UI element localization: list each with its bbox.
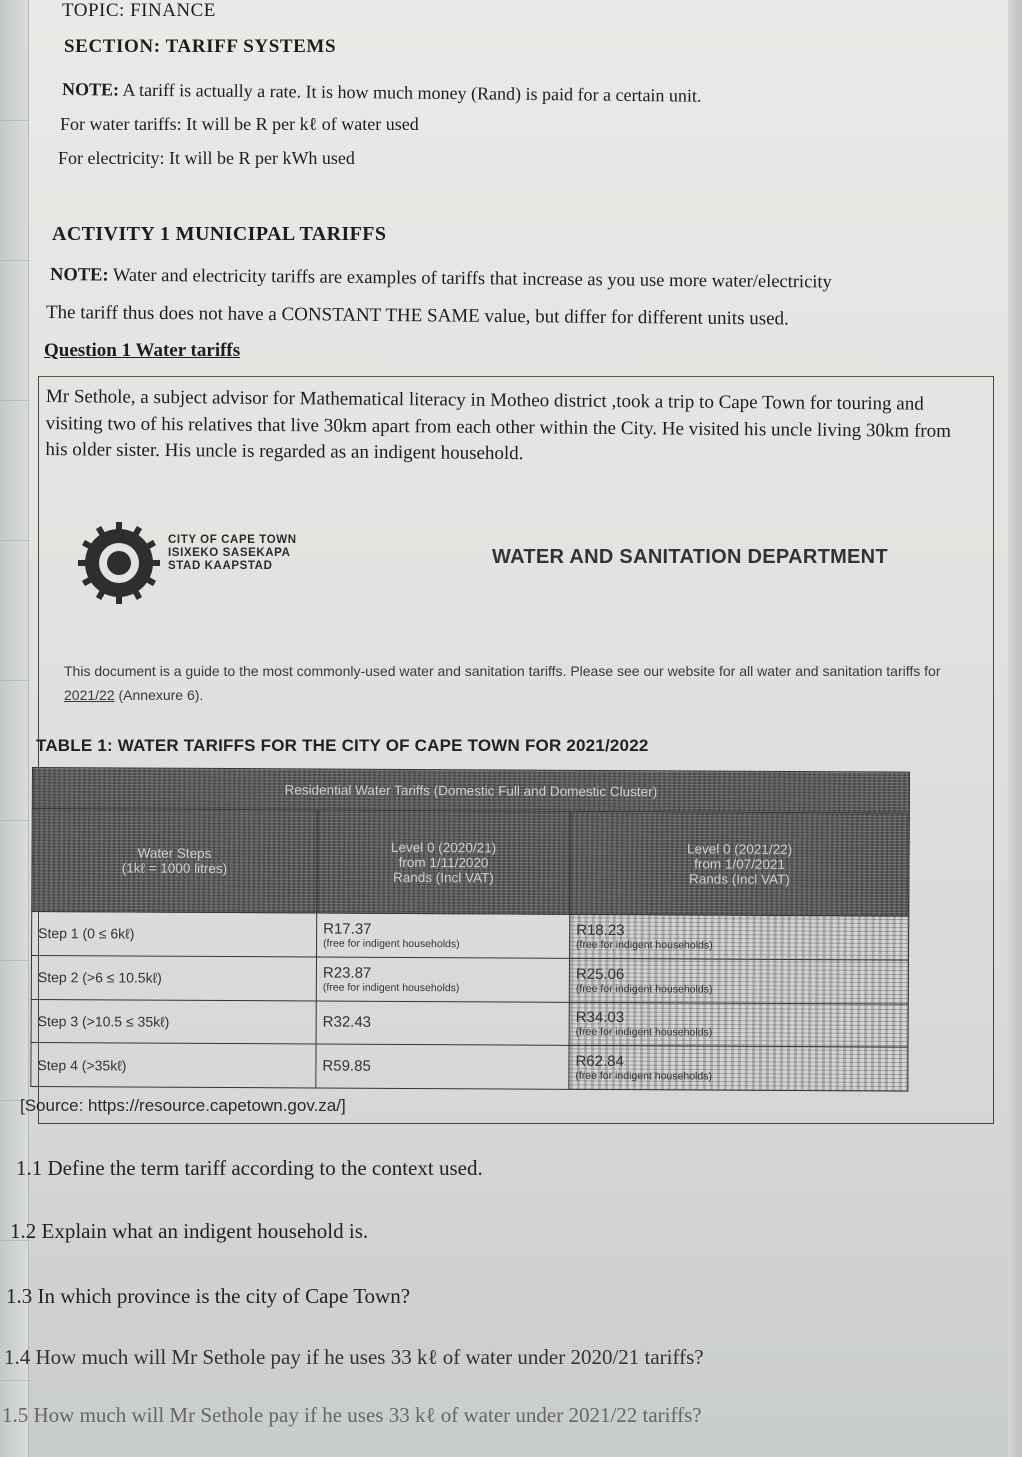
logo-line-2: ISIXEKO SASEKAPA: [168, 547, 291, 559]
table-caption: Residential Water Tariffs (Domestic Full and Domestic Cluster): [32, 768, 909, 814]
guide-tail: (Annexure 6).: [114, 687, 204, 703]
table-row: [32, 912, 909, 960]
topic-heading: TOPIC: FINANCE: [62, 0, 216, 21]
water-tariff-line: For water tariffs: It will be R per kℓ of water used: [60, 114, 419, 134]
question-title: Question 1 Water tariffs: [44, 340, 241, 361]
tariff-note: (free for indigent households): [575, 1069, 713, 1083]
logo-line-1: CITY OF CAPE TOWN: [168, 534, 297, 546]
activity-note: [50, 265, 832, 294]
tariff-2020-cell: [316, 1044, 569, 1089]
activity-title: ACTIVITY 1 MUNICIPAL TARIFFS: [52, 223, 387, 245]
header-text: Level 0 (2020/21): [391, 839, 497, 855]
source-citation: [Source: https://resource.capetown.gov.za/]: [20, 1096, 346, 1115]
page-edge-right: [1008, 0, 1022, 1457]
question-1-2: 1.2 Explain what an indigent household is.: [10, 1219, 369, 1243]
question-1-5: 1.5 How much will Mr Sethole pay if he uses 33 kℓ of water under 2021/22 tariffs?: [2, 1403, 702, 1427]
tariff-amount: R59.85: [322, 1057, 371, 1075]
guide-body: This document is a guide to the most commonly-used water and sanitation tariffs. Please see our website for all water and sanitation tariffs for: [64, 663, 941, 679]
step-cell: Step 2 (>6 ≤ 10.5kℓ): [31, 955, 316, 1000]
city-emblem-icon: [76, 520, 162, 606]
tariff-amount: R32.43: [322, 1013, 372, 1032]
tariff-2021-cell: [569, 1046, 908, 1092]
note-text: A tariff is actually a rate. It is how much money (Rand) is paid for a certain unit.: [118, 79, 702, 106]
step-cell: Step 4 (>35kℓ): [31, 1043, 316, 1088]
city-logo-text: [168, 534, 297, 573]
header-text: Rands (Incl VAT): [688, 870, 790, 887]
header-water-steps: [32, 809, 318, 913]
activity-note-label: NOTE:: [49, 265, 109, 286]
tariff-note: (free for indigent households): [575, 1026, 713, 1039]
tariff-2021-cell: [569, 1002, 908, 1048]
electricity-tariff-line: For electricity: It will be R per kWh used: [58, 148, 355, 168]
activity-note-line2: The tariff thus does not have a CONSTANT THE SAME value, but differ for different units used.: [45, 302, 789, 330]
tariff-note: (free for indigent households): [576, 938, 713, 952]
header-text: Water Steps: [137, 845, 212, 861]
table-row: [31, 955, 908, 1003]
header-text: from 1/07/2021: [694, 855, 785, 872]
tariff-note: (free for indigent households): [322, 981, 460, 994]
tariff-note: (free for indigent households): [323, 937, 460, 951]
tariff-2021-cell: [570, 914, 909, 960]
tariff-2021-cell: [569, 958, 908, 1004]
tariff-amount: R62.84: [575, 1052, 624, 1071]
header-text: Rands (Incl VAT): [392, 869, 494, 885]
question-1-1: 1.1 Define the term tariff according to the context used.: [16, 1156, 483, 1180]
header-2021-22: [570, 811, 910, 916]
tariff-amount: R23.87: [322, 964, 372, 982]
logo-line-3: STAD KAAPSTAD: [168, 560, 273, 572]
guide-text: [64, 659, 944, 707]
tariff-note: [62, 79, 702, 107]
note-label: NOTE:: [61, 79, 120, 100]
tariff-amount: R18.23: [576, 921, 625, 939]
header-2020-21: [317, 810, 571, 914]
table-row: [31, 1043, 908, 1091]
step-cell: Step 3 (>10.5 ≤ 35kℓ): [31, 999, 316, 1044]
tariff-2020-cell: [317, 913, 570, 958]
tariff-2020-cell: [316, 1000, 569, 1045]
tariff-2020-cell: [316, 957, 569, 1002]
question-1-4: 1.4 How much will Mr Sethole pay if he uses 33 kℓ of water under 2020/21 tariffs?: [4, 1345, 704, 1369]
tariff-amount: R34.03: [575, 1009, 625, 1027]
tariff-amount: R17.37: [323, 920, 372, 938]
section-heading: SECTION: TARIFF SYSTEMS: [64, 36, 337, 57]
header-text: from 1/11/2020: [398, 854, 489, 870]
tariff-amount: R25.06: [575, 965, 625, 983]
header-text: (1kℓ = 1000 litres): [121, 860, 228, 877]
department-title: WATER AND SANITATION DEPARTMENT: [492, 546, 888, 568]
scenario-paragraph: Mr Sethole, a subject advisor for Mathematical literacy in Motheo district ,took a trip to Cape Town for touring and visiting two of his relatives that live 30km apart from each other within the City. He visited his uncle living 30km from his older sister. His uncle is regarded as an indigent household.: [45, 385, 952, 465]
table-title: TABLE 1: WATER TARIFFS FOR THE CITY OF CAPE TOWN FOR 2021/2022: [36, 736, 649, 755]
header-text: Level 0 (2021/22): [686, 840, 793, 857]
activity-note-text: Water and electricity tariffs are examples of tariffs that increase as you use more water/electricity: [108, 265, 832, 293]
guide-year: 2021/22: [64, 687, 115, 703]
table-row: [31, 999, 908, 1047]
step-cell: Step 1 (0 ≤ 6kℓ): [32, 912, 317, 957]
water-tariff-table: [30, 767, 910, 1092]
question-1-3: 1.3 In which province is the city of Cape Town?: [6, 1284, 411, 1308]
tariff-note: (free for indigent households): [575, 982, 713, 996]
